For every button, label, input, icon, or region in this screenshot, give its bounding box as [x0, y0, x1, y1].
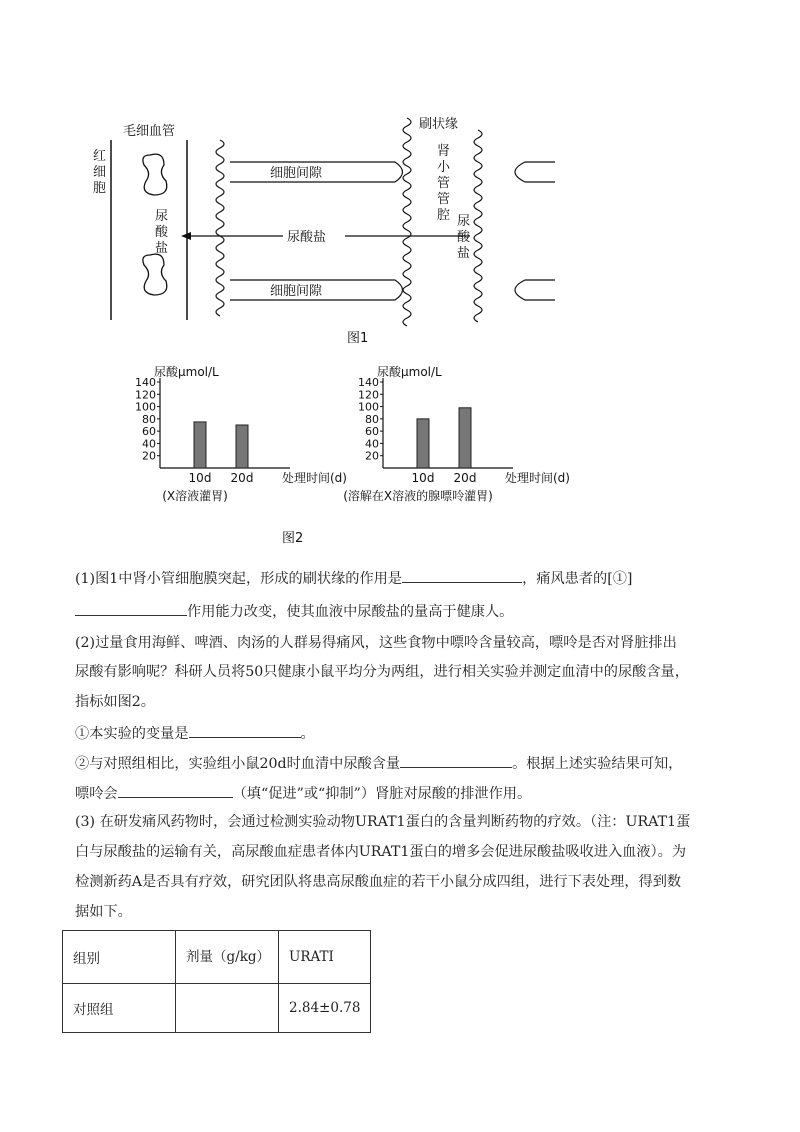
figure-1-caption: 图1	[347, 331, 369, 345]
q1-text-b: ，痛风患者的[①]	[522, 571, 633, 587]
question-2-line-3: 指标如图2。	[75, 694, 155, 710]
question-3-line-3: 检测新药A是否具有疗效，研究团队将患高尿酸血症的若干小鼠分成四组，进行下表处理，得到数	[75, 874, 682, 890]
question-2-sub-1	[75, 722, 735, 744]
q2-sub3-text-b: （填“促进”或“抑制”）肾脏对尿酸的排泄作用。	[232, 786, 532, 802]
cell-membrane-left	[216, 140, 224, 316]
svg-text:腔: 腔	[437, 208, 451, 223]
y-tick-label: 80	[142, 412, 156, 426]
chart-caption: (X溶液灌胃)	[162, 489, 228, 503]
svg-text:盐: 盐	[457, 246, 471, 261]
data-table	[62, 930, 371, 1033]
table-cell-urati: 2.84±0.78	[279, 984, 371, 1033]
bar	[417, 419, 429, 468]
brush-border-label: 刷状缘	[419, 117, 459, 132]
cell-gap-label-top: 细胞间隙	[270, 166, 323, 181]
chart-x-solution	[135, 365, 347, 503]
y-tick-label: 40	[142, 437, 156, 451]
cell-junction-bottom	[515, 280, 555, 300]
question-3-line-2: 白与尿酸盐的运输有关，高尿酸血症患者体内URAT1蛋白的增多会促进尿酸盐吸收进入血液）。为	[75, 844, 687, 860]
question-2-sub-3	[75, 782, 735, 804]
q1-text-a: (1)图1中肾小管细胞膜突起，形成的刷状缘的作用是	[75, 571, 403, 587]
table-cell-dose	[176, 984, 279, 1033]
q1-blank-2[interactable]	[75, 600, 187, 616]
figure-1-kidney-tubule-diagram	[85, 110, 555, 345]
q2-sub1-text-a: ①本实验的变量是	[75, 726, 189, 742]
svg-text:酸: 酸	[155, 225, 169, 240]
table-header-row	[63, 931, 371, 984]
capillary-label: 毛细血管	[123, 124, 176, 139]
question-2-sub-2	[75, 752, 735, 774]
table-header-group: 组别	[63, 931, 176, 984]
x-tick-label: 10d	[188, 471, 212, 485]
question-1-line-2	[75, 600, 735, 622]
question-3-line-4: 据如下。	[75, 904, 132, 920]
svg-text:胞: 胞	[93, 181, 107, 196]
x-axis-label: 处理时间(d)	[505, 471, 570, 485]
y-tick-label: 80	[365, 412, 379, 426]
svg-text:盐: 盐	[155, 241, 169, 256]
red-blood-cell-top	[143, 154, 167, 195]
cell-membrane-right	[474, 130, 482, 322]
table-row	[63, 984, 371, 1033]
svg-text:小: 小	[437, 160, 451, 175]
y-tick-label: 120	[358, 388, 379, 402]
question-1-line-1	[75, 567, 735, 589]
cell-junction-top	[515, 162, 555, 182]
q2-sub1-text-b: 。	[300, 726, 315, 742]
bar	[459, 408, 471, 468]
y-tick-label: 60	[365, 425, 379, 439]
y-tick-label: 140	[135, 376, 156, 389]
y-tick-label: 20	[142, 449, 156, 463]
y-tick-label: 120	[135, 388, 156, 402]
svg-text:尿: 尿	[457, 214, 471, 229]
svg-text:酸: 酸	[457, 230, 471, 245]
y-tick-label: 100	[358, 400, 379, 414]
q2-blank-promote-inhibit[interactable]	[118, 782, 233, 798]
y-tick-label: 60	[142, 425, 156, 439]
urate-arrow-label: 尿酸盐	[287, 230, 327, 245]
table-header-urati: URATI	[279, 931, 371, 984]
x-tick-label: 20d	[230, 471, 254, 485]
table-cell-group: 对照组	[63, 984, 176, 1033]
q1-blank-1[interactable]	[402, 567, 522, 583]
question-2-line-1: (2)过量食用海鲜、啤酒、肉汤的人群易得痛风，这些食物中嘌呤含量较高，嘌呤是否对肾脏排出	[75, 635, 677, 651]
brush-border-membrane	[403, 118, 411, 326]
table-header-dose: 剂量（g/kg）	[176, 931, 279, 984]
chart-caption: (溶解在X溶液的腺嘌呤灌胃)	[343, 489, 493, 503]
bar	[194, 422, 206, 468]
tubule-lumen-label	[437, 143, 451, 223]
y-axis-label: 尿酸μmol/L	[154, 365, 219, 379]
q2-blank-variable[interactable]	[189, 722, 301, 738]
y-axis-label: 尿酸μmol/L	[377, 365, 442, 379]
q2-sub2-text-a: ②与对照组相比，实验组小鼠20d时血清中尿酸含量	[75, 756, 401, 772]
svg-text:细: 细	[93, 165, 107, 180]
urate-label-capillary	[155, 209, 169, 256]
figure-2-caption: 图2	[282, 531, 304, 545]
figure-2-bar-charts	[120, 360, 600, 545]
y-tick-label: 40	[365, 437, 379, 451]
q1-text-c: 作用能力改变，使其血液中尿酸盐的量高于健康人。	[187, 604, 514, 620]
svg-text:管: 管	[437, 176, 451, 191]
q2-sub2-text-b: 。根据上述实验结果可知，	[512, 756, 683, 772]
cell-gap-label-bottom: 细胞间隙	[270, 284, 323, 299]
bar	[236, 425, 248, 468]
y-tick-label: 140	[358, 376, 379, 389]
q2-sub3-text-a: 嘌呤会	[75, 786, 118, 802]
y-tick-label: 100	[135, 400, 156, 414]
svg-text:红: 红	[93, 149, 107, 164]
x-tick-label: 20d	[453, 471, 477, 485]
question-2-line-2: 尿酸有影响呢？科研人员将50只健康小鼠平均分为两组，进行相关实验并测定血清中的尿酸含量，	[75, 664, 689, 680]
svg-text:尿: 尿	[155, 209, 169, 224]
y-tick-label: 20	[365, 449, 379, 463]
x-axis-label: 处理时间(d)	[282, 471, 347, 485]
svg-text:肾: 肾	[437, 144, 451, 159]
svg-text:管: 管	[437, 192, 451, 207]
q2-blank-uric-acid[interactable]	[400, 752, 512, 768]
rbc-label	[93, 149, 106, 196]
urate-label-lumen	[457, 214, 471, 261]
x-tick-label: 10d	[411, 471, 435, 485]
question-3-line-1: (3) 在研发痛风药物时，会通过检测实验动物URAT1蛋白的含量判断药物的疗效。（注：URAT1蛋	[75, 814, 691, 830]
chart-adenine-in-x-solution	[343, 365, 570, 503]
red-blood-cell-bottom	[143, 254, 167, 295]
